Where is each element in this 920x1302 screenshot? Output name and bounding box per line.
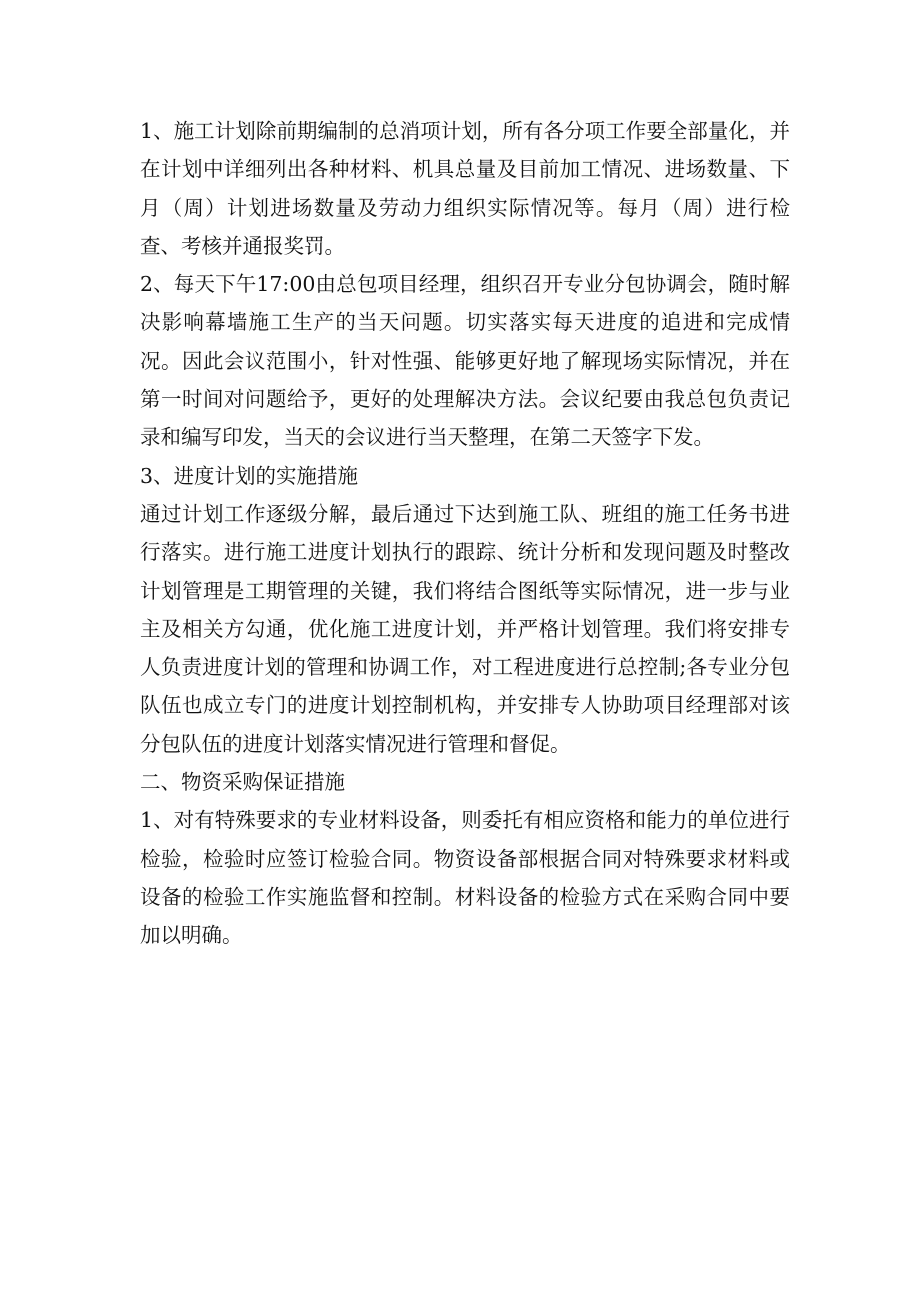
paragraph-material-inspection: 1、对有特殊要求的专业材料设备，则委托有相应资格和能力的单位进行检验，检验时应签订检验合同。物资设备部根据合同对特殊要求材料或设备的检验工作实施监督和控制。材料设备的检验方式在采购合同中要加以明确。 (140, 808, 790, 948)
paragraph-schedule-implementation: 通过计划工作逐级分解，最后通过下达到施工队、班组的施工任务书进行落实。进行施工进度计划执行的跟踪、统计分析和发现问题及时整改计划管理是工期管理的关键，我们将结合图纸等实际情况，进一步与业主及相关方勾通，优化施工进度计划，并严格计划管理。我们将安排专人负责进度计划的管理和协调工作，对工程进度进行总控制;各专业分包队伍也成立专门的进度计划控制机构，并安排专人协助项目经理部对该分包队伍的进度计划落实情况进行管理和督促。 (140, 501, 790, 756)
document-body (140, 112, 790, 955)
heading-procurement-measures: 二、物资采购保证措施 (140, 770, 345, 795)
paragraph-construction-plan: 1、施工计划除前期编制的总消项计划，所有各分项工作要全部量化，并在计划中详细列出各种材料、机具总量及目前加工情况、进场数量、下月（周）计划进场数量及劳动力组织实际情况等。每月（周）进行检查、考核并通报奖罚。 (140, 119, 790, 258)
paragraph-daily-meeting: 2、每天下午17:00由总包项目经理，组织召开专业分包协调会，随时解决影响幕墙施工生产的当天问题。切实落实每天进度的追进和完成情况。因此会议范围小，针对性强、能够更好地了解现场实际情况，并在第一时间对问题给予，更好的处理解决方法。会议纪要由我总包负责记录和编写印发，当天的会议进行当天整理，在第二天签字下发。 (140, 272, 790, 450)
heading-schedule-measures: 3、进度计划的实施措施 (140, 463, 359, 488)
